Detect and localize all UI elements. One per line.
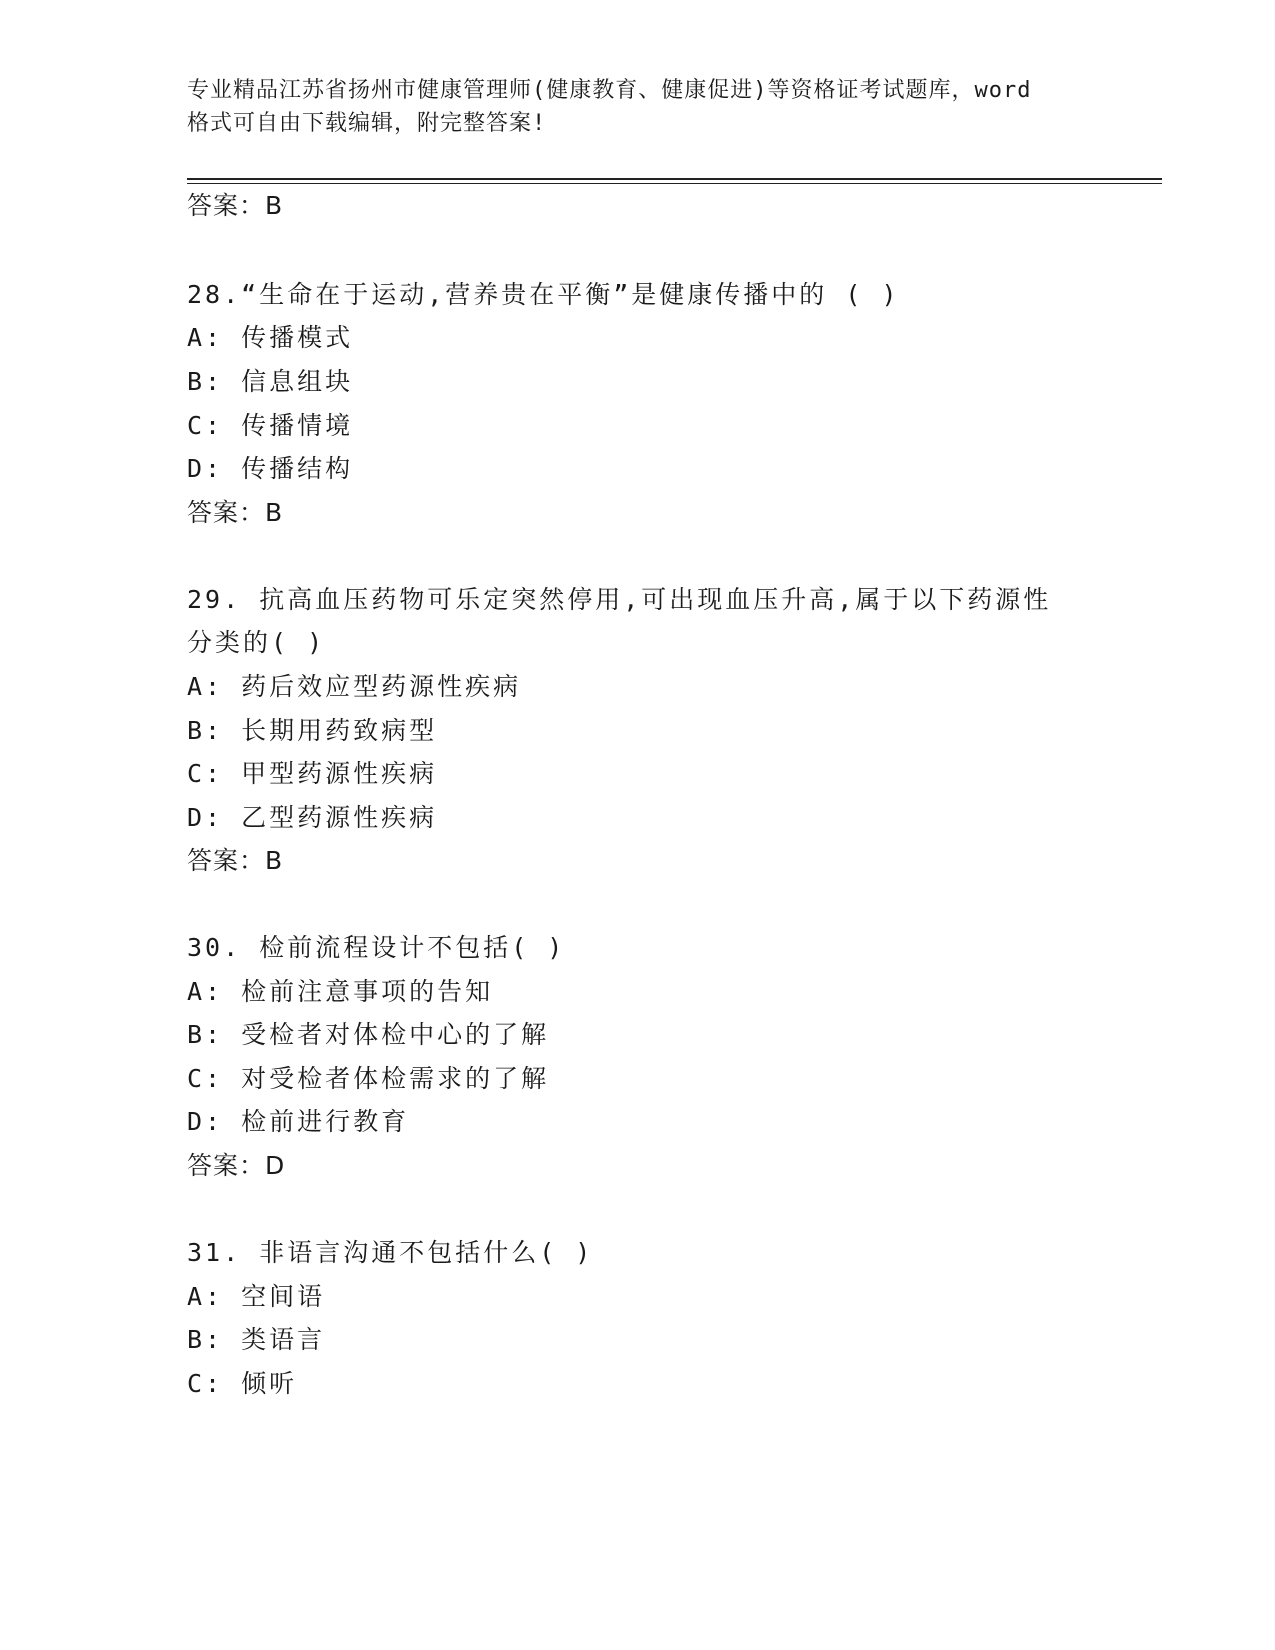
question-29-option-a: A: 药后效应型药源性疾病 bbox=[187, 672, 522, 701]
question-30-option-d: D: 检前进行教育 bbox=[187, 1107, 410, 1136]
question-31-option-a: A: 空间语 bbox=[187, 1282, 326, 1311]
question-29-option-d: D: 乙型药源性疾病 bbox=[187, 803, 438, 832]
question-30-option-b: B: 受检者对体检中心的了解 bbox=[187, 1020, 550, 1049]
question-29-stem-line-2: 分类的( ) bbox=[187, 628, 326, 657]
question-29-option-b: B: 长期用药致病型 bbox=[187, 716, 438, 745]
question-28-stem: 28.“生命在于运动,营养贵在平衡”是健康传播中的 ( ) bbox=[187, 280, 900, 309]
question-31-option-b: B: 类语言 bbox=[187, 1325, 326, 1354]
question-30-option-c: C: 对受检者体检需求的了解 bbox=[187, 1064, 550, 1093]
question-28-option-c: C: 传播情境 bbox=[187, 411, 354, 440]
question-29-stem-line-1: 29. 抗高血压药物可乐定突然停用,可出现血压升高,属于以下药源性 bbox=[187, 585, 1052, 614]
header-rule bbox=[187, 178, 1162, 180]
answer-29: 答案：B bbox=[187, 846, 284, 875]
question-30-stem: 30. 检前流程设计不包括( ) bbox=[187, 933, 566, 962]
question-29-option-c: C: 甲型药源性疾病 bbox=[187, 759, 438, 788]
answer-28: 答案：B bbox=[187, 498, 284, 527]
header-line-2: 格式可自由下载编辑，附完整答案! bbox=[187, 111, 547, 136]
question-31-stem: 31. 非语言沟通不包括什么( ) bbox=[187, 1238, 594, 1267]
answer-30: 答案：D bbox=[187, 1151, 286, 1180]
question-28-option-b: B: 信息组块 bbox=[187, 367, 354, 396]
header-line-1: 专业精品江苏省扬州市健康管理师(健康教育、健康促进)等资格证考试题库，word bbox=[187, 78, 1032, 103]
document-header bbox=[187, 74, 1107, 140]
question-31-option-c: C: 倾听 bbox=[187, 1369, 298, 1398]
question-28-option-a: A: 传播模式 bbox=[187, 323, 354, 352]
header-rule-thin bbox=[187, 183, 1162, 184]
answer-27: 答案：B bbox=[187, 191, 284, 220]
question-28-option-d: D: 传播结构 bbox=[187, 454, 354, 483]
question-30-option-a: A: 检前注意事项的告知 bbox=[187, 977, 494, 1006]
